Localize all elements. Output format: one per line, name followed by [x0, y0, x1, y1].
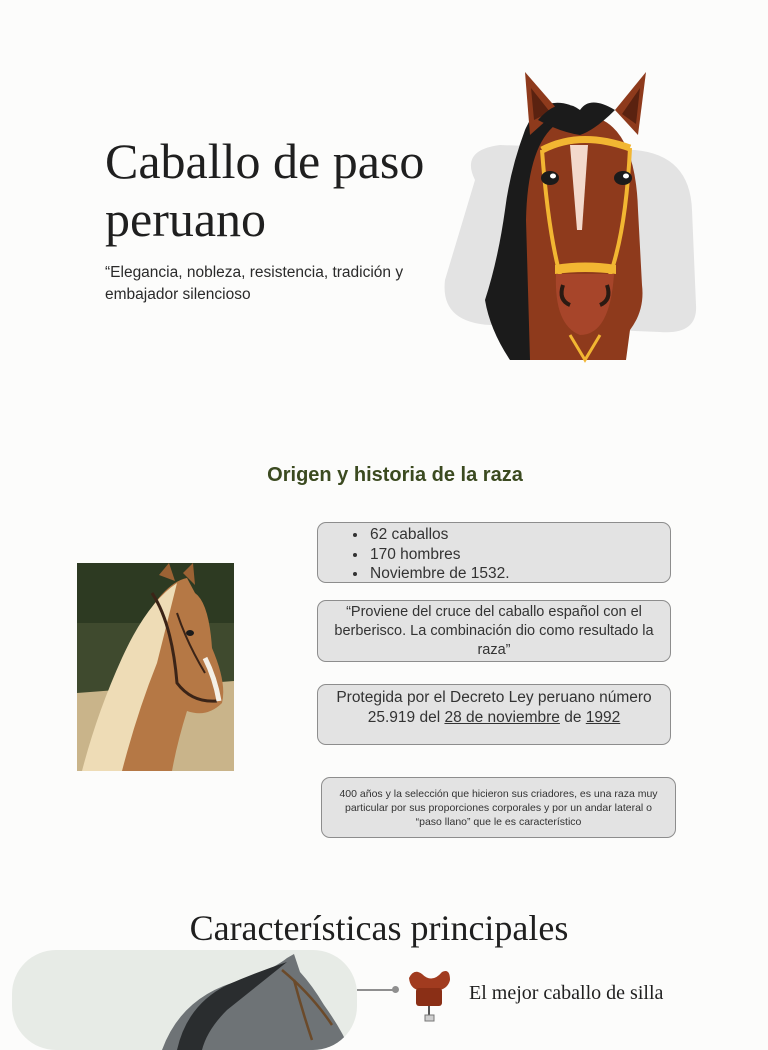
fact-item-date: • Noviembre de 1532.	[368, 564, 670, 584]
feature-item-label: El mejor caballo de silla	[469, 982, 664, 1004]
horse-photo-card	[12, 950, 357, 1050]
facts-box	[317, 522, 671, 583]
palomino-horse-photo	[77, 563, 234, 771]
law-year-link[interactable]: 1992	[585, 708, 621, 726]
selection-box: 400 años y la selección que hicieron sus criadores, es una raza muy particular por sus proporciones corporales y por un andar lateral o “paso llano” que le es característico	[321, 777, 676, 838]
connector-line	[357, 989, 395, 991]
saddle-icon	[404, 966, 454, 1024]
fact-item-men: • 170 hombres	[368, 545, 670, 565]
fact-item-horses: • 62 caballos	[368, 525, 670, 545]
origin-quote-box: “Proviene del cruce del caballo español con el berberisco. La combinación dio como resultado la raza”	[317, 600, 671, 662]
page-subtitle: “Elegancia, nobleza, resistencia, tradición y embajador silencioso	[105, 264, 404, 303]
law-text-middle: de	[559, 708, 586, 726]
law-box	[317, 684, 671, 745]
grey-horse-photo	[12, 950, 357, 1050]
facts-list	[340, 525, 670, 584]
origin-heading: Origen y historia de la raza	[267, 464, 523, 486]
connector-dot	[392, 986, 399, 993]
horse-head-illustration	[430, 60, 710, 370]
law-text: Protegida por el Decreto Ley peruano número 25.919 del	[336, 689, 652, 726]
features-heading: Características principales	[189, 908, 569, 948]
law-date-link[interactable]: 28 de noviembre	[444, 708, 560, 726]
page-title: Caballo de paso peruano	[105, 133, 425, 247]
